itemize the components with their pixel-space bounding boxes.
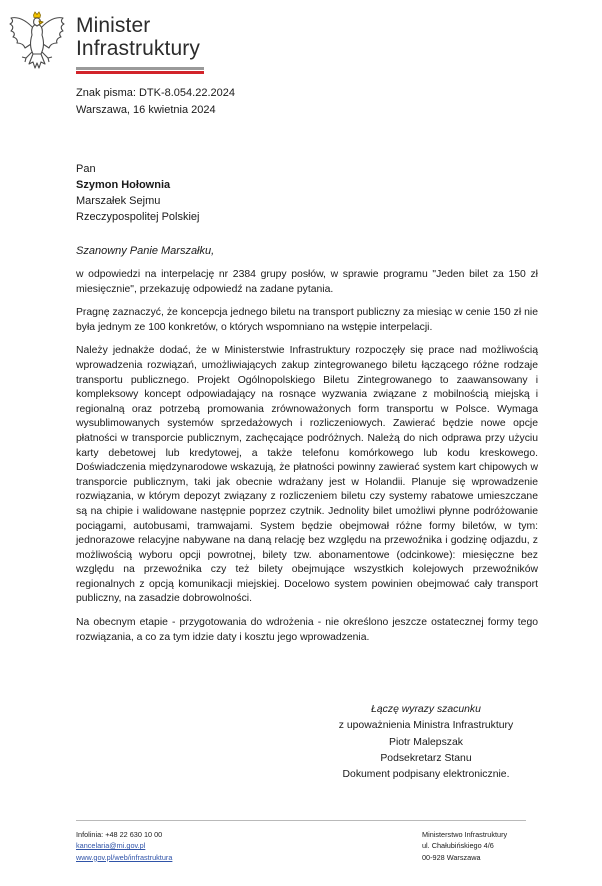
recipient-name: Szymon Hołownia — [76, 179, 171, 191]
signature-note: Dokument podpisany elektronicznie. — [342, 769, 510, 781]
place-date: Warszawa, 16 kwietnia 2024 — [76, 104, 216, 116]
footer-street: ul. Chałubińskiego 4/6 — [422, 841, 494, 851]
flag-bar-red — [76, 71, 204, 74]
footer-website-link[interactable]: www.gov.pl/web/infrastruktura — [76, 852, 173, 862]
ministry-title-line1: Minister — [76, 14, 151, 37]
closing-authority: z upoważnienia Ministra Infrastruktury — [338, 720, 514, 732]
footer-hotline: Infolinia: +48 22 630 10 00 — [76, 830, 163, 839]
footer-postal-city: 00-928 Warszawa — [422, 852, 481, 862]
recipient-block — [76, 161, 200, 225]
recipient-title: Pan — [76, 163, 96, 175]
flag-divider — [76, 67, 204, 74]
flag-bar-gray — [76, 67, 204, 70]
salutation: Szanowny Panie Marszałku, — [76, 245, 215, 257]
body-paragraph: w odpowiedzi na interpelację nr 2384 grupy posłów, w sprawie programu "Jeden bilet za 150 zł miesięcznie", przekazuję odpowiedź na zadane pytania. — [76, 269, 538, 295]
letter-body — [76, 268, 538, 654]
footer-org-name: Ministerstwo Infrastruktury — [422, 830, 508, 839]
body-paragraph: Na obecnym etapie - przygotowania do wdrożenia - nie określono jeszcze ostatecznej formy tego rozwiązania, a co za tym idzie daty i kosztu jego wprowadzenia. — [76, 617, 538, 643]
footer-email-link[interactable]: kancelaria@mi.gov.pl — [76, 841, 146, 851]
signer-title: Podsekretarz Stanu — [380, 752, 472, 764]
body-paragraph: Należy jednakże dodać, że w Ministerstwie Infrastruktury rozpoczęły się prace nad możliwością wprowadzenia rozwiązań, umożliwiających zakup zintegrowanego biletu łączącego różne rodzaje transportu publicznego. Projekt Ogólnopolskiego Biletu Zintegrowanego to zaawansowany i kompleksowy koncept odpowiadający na rosnące wyzwania związane z mobilnością miejską i regionalną oraz potrzebą promowania zrównoważonych form transportu w Polsce. Wymaga wysublimowanych systemów sprzedażowych i rozliczeniowych. Zawierać będzie nowe opcje płatności w transporcie publicznym, zachęcające podróżnych. Należą do nich odprawa przy użyciu karty debetowej lub kredytowej, a także telefonu komórkowego lub kodu kreskowego. Doświadczenia międzynarodowe wskazują, że płatności powinny zawierać system kart chipowych w transporcie publicznym, taki jak obecnie wdrażany jest w Holandii. Planuje się wprowadzenie rozwiązania, w którym depozyt związany z rozliczeniem biletu czy systemy rabatowe umieszczane są na chipie i walidowane następnie poprzez czytnik. Jednolity bilet umożliwi płynne podróżowanie pociągami, autobusami, tramwajami. System będzie obejmował różne formy biletów, w tym: jednorazowe relacyjne nabywane na daną relację bez względu na przewoźnika i godzinę odjazdu, z możliwością wyboru opcji powrotnej, bilety tzw. abonamentowe (odcinkowe): miesięczne bez względu na przewoźnika czy też bilety obejmujące wszystkich kolejowych przewoźników regionalnych z opcją komunikacji miejskiej. Docelowo system powinien obejmować cały transport publiczny, na zasadzie dobrowolności. — [76, 345, 538, 605]
footer-contact — [76, 829, 172, 863]
footer-divider — [76, 820, 526, 821]
footer-address — [422, 829, 507, 863]
body-paragraph: Pragnę zaznaczyć, że koncepcja jednego biletu na transport publiczny za miesiąc w cenie 150 zł nie była jednym ze 100 konkretów, o których wspomniano na wstępie interpelacji. — [76, 307, 538, 333]
closing-block — [306, 702, 546, 783]
ministry-title — [76, 14, 200, 60]
reference-number: Znak pisma: DTK-8.054.22.2024 — [76, 87, 235, 99]
recipient-position: Marszałek Sejmu — [76, 195, 161, 207]
eagle-emblem-icon — [8, 10, 66, 74]
closing-regards: Łączę wyrazy szacunku — [371, 704, 481, 715]
recipient-institution: Rzeczypospolitej Polskiej — [76, 211, 200, 223]
reference-block — [76, 85, 235, 119]
signer-name: Piotr Malepszak — [389, 736, 463, 748]
ministry-title-line2: Infrastruktury — [76, 37, 200, 60]
